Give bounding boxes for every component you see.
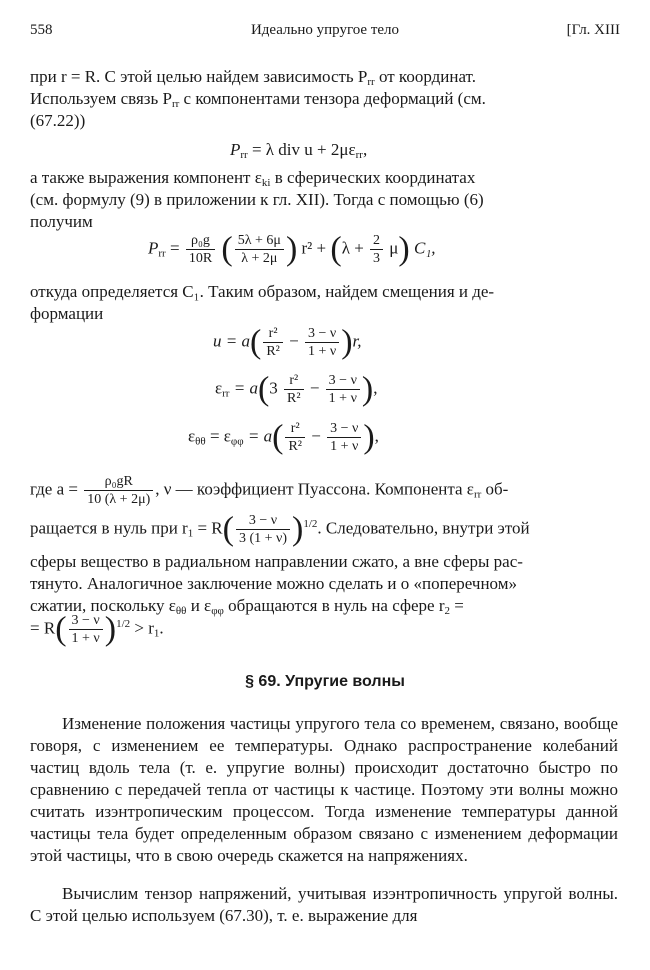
- equation-1: $P_{rr} = \lambda$ div $u + 2\mu\varepsilon_{rr}$,: [230, 140, 368, 161]
- para4-line3: сферы вещество в радиальном направлении сжато, а вне сферы рас-: [30, 552, 523, 571]
- para4-line1: где a = $\frac{\text{ρ₀gR}}{10 (\lambda + 2\mu)}$ , ν — коэффициент Пуассона. Компонента $\varepsilon_{rr}$ об-: [30, 474, 509, 507]
- eq5-fraction-1: $\frac{\text{r²}}{\text{R²}}$: [285, 420, 305, 455]
- para1-line1: при r = R. С этой целью найдем зависимость $P_{rr}$ от координат.: [30, 67, 476, 88]
- para2-line3: получим: [30, 212, 93, 231]
- equation-4: $\varepsilon_{rr} = a(3$ $\frac{\text{r²}}{\text{R²}}$ − $\frac{3 - \nu}{1 + \nu}$ ),: [215, 370, 378, 408]
- eq4-fraction-1: $\frac{\text{r²}}{\text{R²}}$: [284, 372, 304, 407]
- eq2-fraction-1: $\frac{\text{ρ₀g}}{10R}$: [186, 232, 215, 267]
- running-head: [30, 22, 620, 44]
- para4-fraction-r1: $\frac{3 - \nu}{3 (1 + \nu)}$: [236, 512, 290, 547]
- para3-line1: откуда определяется C₁. Таким образом, найдем смещения и де-: [30, 282, 495, 301]
- section-title: § 69. Упругие волны: [245, 673, 405, 690]
- para4-line5: сжатии, поскольку $\varepsilon_{\theta\theta}$ и $\varepsilon_{\varphi\varphi}$ обращаются в нуль на сфере $r_2$ =: [30, 596, 464, 617]
- equation-2: $P_{rr}$ = $\frac{\text{ρ₀g}}{10R}$ ( $\frac{5\lambda + 6\mu}{\lambda + 2\mu}$ ) r² + (λ + $\frac{2}{3}$ μ) C₁,: [148, 230, 436, 268]
- chapter-label: [Гл. XIII: [566, 22, 620, 38]
- para3-line2: формации: [30, 304, 104, 323]
- equation-5: $\varepsilon_{\theta\theta} = \varepsilon_{\varphi\varphi} = a$( $\frac{\text{r²}}{\text{R²}}$ − $\frac{3 - \nu}{1 + \nu}$ ),: [188, 418, 379, 456]
- para5: Изменение положения частицы упругого тела со временем, связано, вообще говоря, с изменением ее температуры. Однако распространение колебаний частиц вдоль тела (т. е. упругие волны) происходит достаточно быстро по сравнению с передачей тепла от частицы к частице. Поэтому эти волны можно считать изэнтропическим процессом. Тогда изменение температуры данной частицы тела будет определенным образом связано с изменением деформации этой частицы, что в свою очередь скажется на напряжениях.: [30, 714, 618, 865]
- eq3-fraction-1: $\frac{\text{r²}}{\text{R²}}$: [263, 325, 283, 360]
- page-number: 558: [30, 22, 53, 38]
- para4-line4: тянуто. Аналогичное заключение можно сделать и о «поперечном»: [30, 574, 517, 593]
- eq5-fraction-2: $\frac{3 - \nu}{1 + \nu}$: [327, 420, 361, 455]
- para1-line2: Используем связь $P_{rr}$ с компонентами тензора деформаций (см.: [30, 89, 486, 110]
- para4-fraction-a: $\frac{\text{ρ₀gR}}{10 (\lambda + 2\mu)}$: [84, 473, 153, 508]
- para4-line6: = R( $\frac{3 - \nu}{1 + \nu}$ )$^{1/2} > r_1$.: [30, 610, 164, 648]
- para4-fraction-r2: $\frac{3 - \nu}{1 + \nu}$: [69, 612, 103, 647]
- equation-3: u = a( $\frac{\text{r²}}{\text{R²}}$ − $\frac{3 - \nu}{1 + \nu}$ )r,: [213, 323, 362, 361]
- running-title: Идеально упругое тело: [250, 22, 400, 38]
- eq4-fraction-2: $\frac{3 - \nu}{1 + \nu}$: [326, 372, 360, 407]
- para4-line2: ращается в нуль при $r_1 = R$( $\frac{3 - \nu}{3 (1 + \nu)}$ )$^{1/2}$. Следовательно, внутри этой: [30, 510, 530, 548]
- eq2-fraction-2: $\frac{5\lambda + 6\mu}{\lambda + 2\mu}$: [235, 232, 284, 267]
- para2-line2: (см. формулу (9) в приложении к гл. XII). Тогда с помощью (6): [30, 190, 484, 209]
- eq3-fraction-2: $\frac{3 - \nu}{1 + \nu}$: [305, 325, 339, 360]
- para2-line1: а также выражения компонент $\varepsilon_{ki}$ в сферических координатах: [30, 168, 476, 189]
- para6: Вычислим тензор напряжений, учитывая изэнтропичность упругой волны. С этой целью используем (67.30), т. е. выражение для: [30, 884, 618, 925]
- para1-line3: (67.22)): [30, 111, 86, 130]
- eq2-fraction-3: $\frac{2}{3}$: [370, 232, 383, 267]
